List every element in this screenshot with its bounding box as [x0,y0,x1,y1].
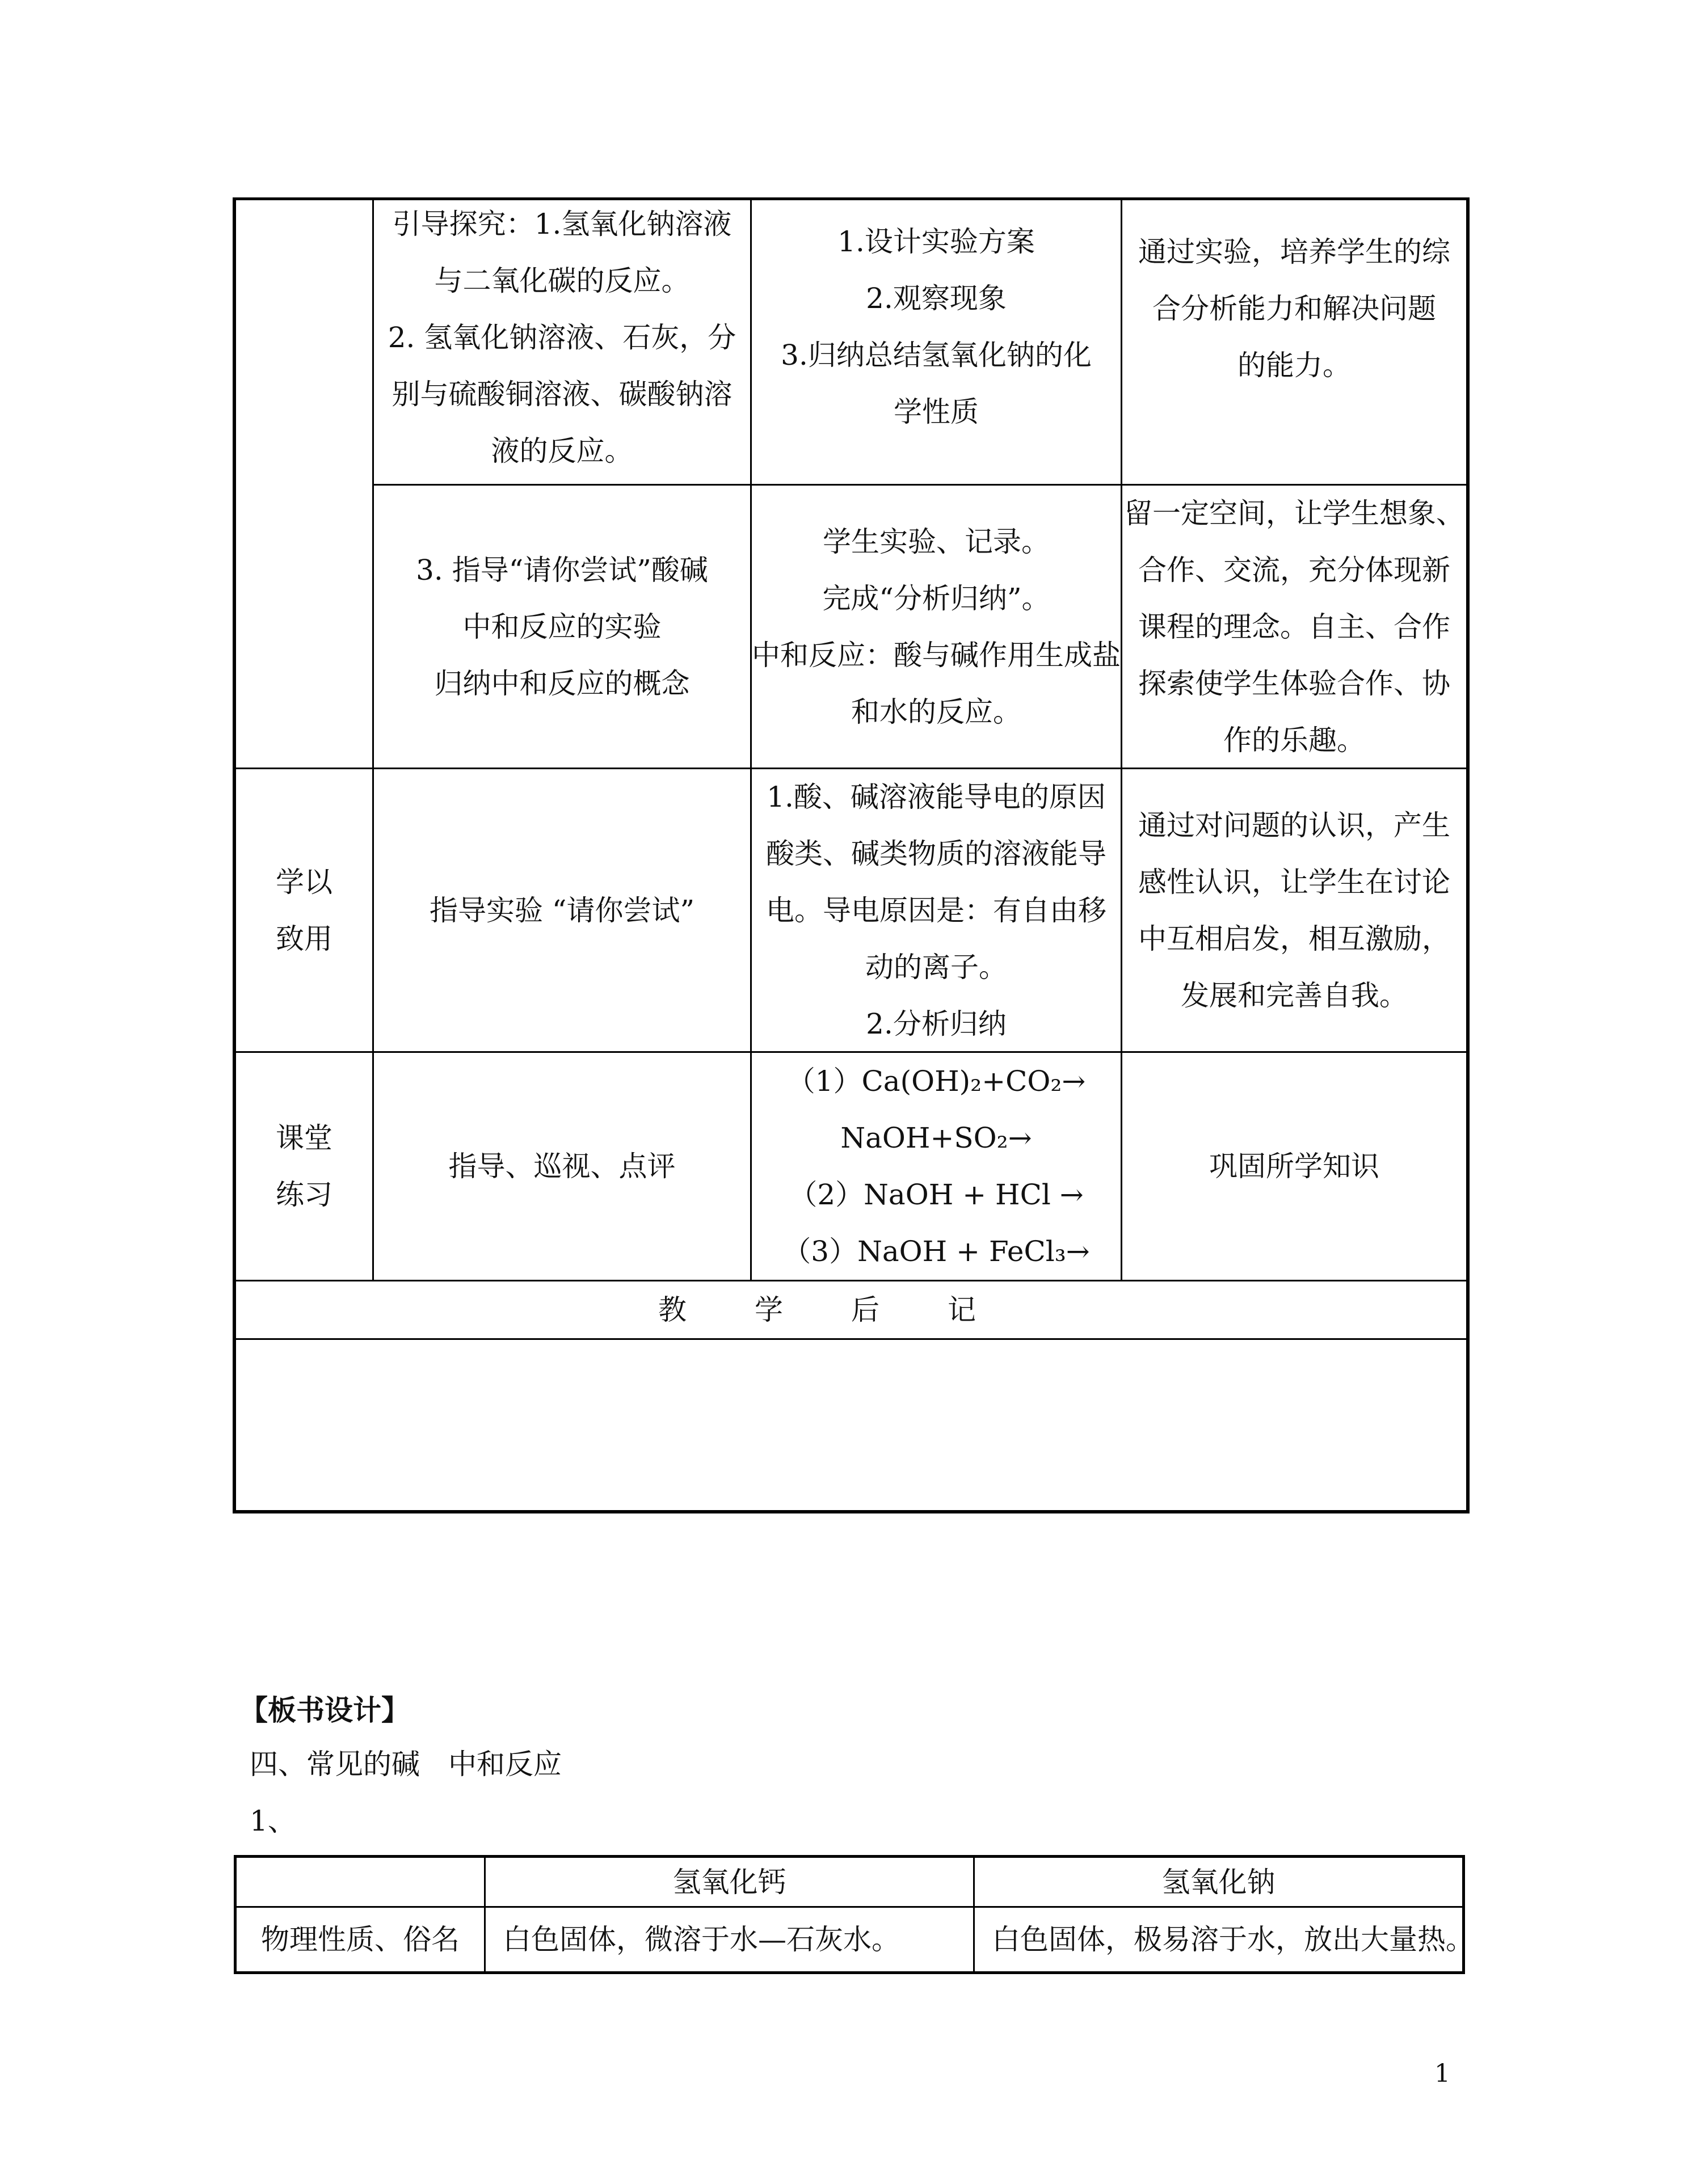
text-line: 完成“分析归纳”。 [822,581,1050,615]
row3-stage-label [236,769,372,1051]
text-line: 别与硫酸铜溶液、碳酸钠溶 [392,378,733,411]
text-line: 感性认识，让学生在讨论 [1138,865,1450,899]
text-line: 留一定空间，让学生想象、 [1124,496,1464,530]
text-line: 练习 [276,1178,332,1211]
text-line: 中和反应的实验 [462,610,662,643]
text-line: 学性质 [894,395,979,428]
text-line: 课程的理念。自主、合作 [1138,610,1450,643]
page-number: 1 [1434,2059,1450,2088]
text-line: 液的反应。 [491,435,633,467]
row1-student-activity [752,200,1121,453]
text-line: 中和反应：酸与碱作用生成盐 [752,638,1121,672]
row3-design-intent [1122,769,1466,1051]
text-line: 2.分析归纳 [866,1007,1007,1040]
text-line: 电。导电原因是：有自由移 [766,893,1106,927]
text-line: 通过实验，培养学生的综 [1138,235,1450,268]
text-line: NaOH+SO₂→ [840,1121,1032,1154]
text-line: 与二氧化碳的反应。 [434,264,690,297]
text-line: 动的离子。 [865,950,1007,984]
text-line: 归纳中和反应的概念 [434,667,690,700]
table-border-bottom [233,1510,1470,1513]
text-line: 引导探究：1.氢氧化钠溶液 [392,208,732,241]
row4-stage-label [236,1053,372,1280]
row2-student-activity [752,486,1121,768]
text-line: （2）NaOH + HCl → [789,1178,1084,1211]
board-design-subtitle: 四、常见的碱 中和反应 [250,1748,562,1781]
board-design-heading: 【板书设计】 [239,1693,410,1727]
text-line: 酸类、碱类物质的溶液能导 [766,837,1106,870]
compare-header-sodium-hydroxide [975,1858,1462,1906]
text-line: 学生实验、记录。 [823,525,1050,558]
text-line: 巩固所学知识 [1209,1150,1379,1183]
compare-header-empty [237,1858,484,1906]
text-line: （1）Ca(OH)₂+CO₂→ [786,1065,1086,1098]
compare-header-calcium-hydroxide [486,1858,973,1906]
header-text: 氢氧化钙 [672,1865,786,1899]
text-line: 合作、交流，充分体现新 [1138,553,1450,587]
teaching-notes-label: 教学后记 [658,1293,1044,1326]
text-line: 课堂 [276,1121,332,1154]
text-line: 探索使学生体验合作、协 [1138,667,1450,700]
compare-cell-sodium-hydroxide [975,1908,1474,1971]
row4-design-intent [1122,1053,1466,1280]
teaching-notes-area [236,1340,1466,1510]
row4-exercises [752,1053,1121,1280]
text-line: 和水的反应。 [851,695,1021,728]
row2-teacher-activity [374,486,750,768]
text-line: 2.观察现象 [866,282,1007,315]
text-line: 合分析能力和解决问题 [1152,292,1436,325]
text-line: 通过对问题的认识，产生 [1138,808,1450,842]
text-line: 1.酸、碱溶液能导电的原因 [767,780,1106,813]
row1-teacher-activity [374,196,750,484]
text-line: 1.设计实验方案 [837,225,1035,258]
row2-design-intent [1122,486,1466,768]
header-text: 氢氧化钠 [1161,1865,1276,1899]
text-line: 3.归纳总结氢氧化钠的化 [781,339,1092,372]
text-line: 指导实验 “请你尝试” [429,893,695,927]
text-line: 中互相启发，相互激励， [1138,922,1450,955]
text-line: 致用 [276,922,332,955]
board-item-number: 1、 [250,1804,296,1837]
compare-row-label [237,1908,484,1971]
compare-cell-calcium-hydroxide [486,1908,973,1971]
text-line: 的能力。 [1237,349,1351,382]
text-line: （3）NaOH + FeCl₃→ [782,1235,1090,1268]
teaching-notes-header [236,1281,1466,1338]
row3-teacher-activity [374,769,750,1051]
row1-design-intent [1122,221,1466,397]
row3-student-activity [752,769,1121,1051]
compare-border-bottom [234,1971,1465,1974]
table-border-right [1466,197,1470,1513]
text-line: 发展和完善自我。 [1181,979,1408,1012]
text-line: 指导、巡视、点评 [448,1150,676,1183]
text-line: 2. 氢氧化钠溶液、石灰，分 [388,321,736,354]
cell-text: 白色固体，极易溶于水，放出大量热。 [992,1923,1474,1956]
text-line: 3. 指导“请你尝试”酸碱 [416,553,708,587]
text-line: 作的乐趣。 [1223,723,1365,757]
cell-text: 白色固体，微溶于水—石灰水。 [503,1923,900,1956]
row-label-text: 物理性质、俗名 [261,1923,460,1956]
text-line: 学以 [276,865,332,899]
row4-teacher-activity [374,1053,750,1280]
